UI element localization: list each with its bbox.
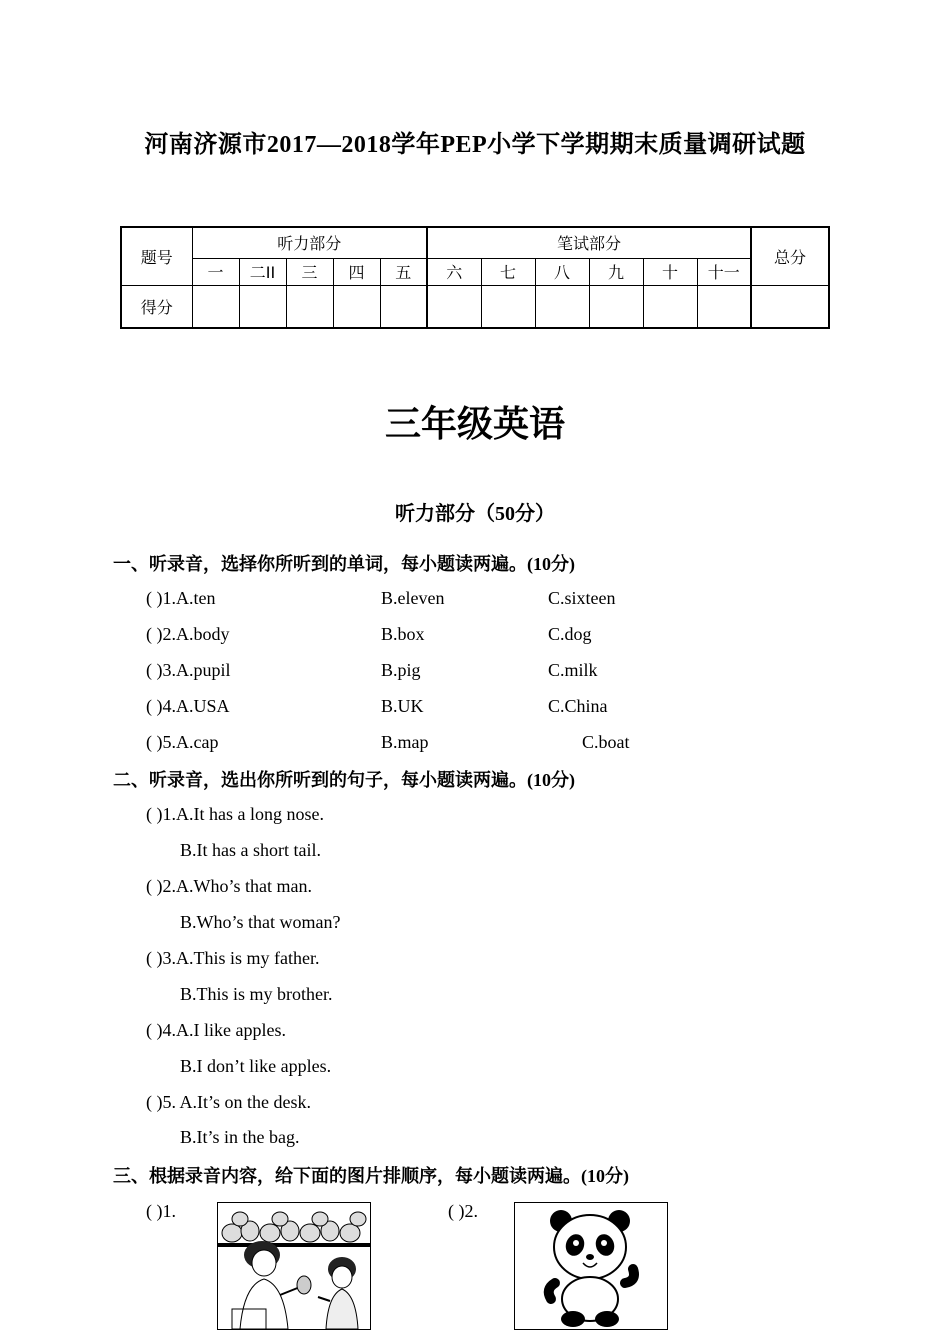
column-header: 十一: [697, 258, 751, 285]
column-header: 三: [286, 258, 333, 285]
listening-group-header: 听力部分: [192, 227, 427, 258]
panda-picture: [514, 1202, 668, 1330]
s2-q5-a: ( )5. A.It’s on the desk.: [146, 1092, 311, 1112]
grade-title: 三年级英语: [384, 404, 565, 445]
mother-girl-fruit-illustration: [218, 1203, 370, 1329]
shopping-picture: [217, 1202, 371, 1330]
score-cell[interactable]: [481, 285, 535, 328]
s1-q3-a: ( )3.A.pupil: [146, 660, 231, 680]
s2-q2-a: ( )2.A.Who’s that man.: [146, 876, 312, 896]
s1-q1-a: ( )1.A.ten: [146, 588, 216, 608]
s2-q4-b: B.I don’t like apples.: [180, 1056, 332, 1076]
score-cell[interactable]: [380, 285, 427, 328]
s1-q5-b: B.map: [381, 732, 429, 752]
column-header: 五: [380, 258, 427, 285]
total-header: 总分: [751, 227, 829, 285]
s1-q4-c: C.China: [548, 696, 608, 716]
column-header: 一: [192, 258, 239, 285]
s1-q2-c: C.dog: [548, 624, 592, 644]
column-header: 九: [589, 258, 643, 285]
score-cell[interactable]: [333, 285, 380, 328]
score-cell[interactable]: [192, 285, 239, 328]
score-table: [120, 226, 830, 329]
column-header: 四: [333, 258, 380, 285]
score-cell[interactable]: [286, 285, 333, 328]
s1-q4-b: B.UK: [381, 696, 424, 716]
section2-heading: 二、听录音，选出你所听到的句子，每小题读两遍。(10分): [113, 770, 575, 790]
s1-q5-c: C.boat: [582, 732, 630, 752]
s2-q2-b: B.Who’s that woman?: [180, 912, 341, 932]
s1-q3-b: B.pig: [381, 660, 421, 680]
s2-q3-b: B.This is my brother.: [180, 984, 333, 1004]
s1-q3-c: C.milk: [548, 660, 598, 680]
score-cell[interactable]: [427, 285, 481, 328]
panda-illustration: [515, 1203, 667, 1329]
s1-q1-b: B.eleven: [381, 588, 445, 608]
s2-q4-a: ( )4.A.I like apples.: [146, 1020, 286, 1040]
document-title: 河南济源市2017—2018学年PEP小学下学期期末质量调研试题: [144, 132, 806, 158]
s2-q3-a: ( )3.A.This is my father.: [146, 948, 320, 968]
total-score-cell[interactable]: [751, 285, 829, 328]
section1-heading: 一、听录音，选择你所听到的单词，每小题读两遍。(10分): [113, 554, 575, 574]
s1-q1-c: C.sixteen: [548, 588, 616, 608]
column-header: 十: [643, 258, 697, 285]
column-header: 七: [481, 258, 535, 285]
score-cell[interactable]: [535, 285, 589, 328]
s3-q1-label: ( )1.: [146, 1201, 176, 1221]
s2-q5-b: B.It’s in the bag.: [180, 1127, 300, 1147]
s3-q2-label: ( )2.: [448, 1201, 478, 1221]
column-header: 六: [427, 258, 481, 285]
s1-q2-b: B.box: [381, 624, 425, 644]
s2-q1-b: B.It has a short tail.: [180, 840, 321, 860]
score-cell[interactable]: [643, 285, 697, 328]
s1-q4-a: ( )4.A.USA: [146, 696, 230, 716]
column-header: 八: [535, 258, 589, 285]
written-group-header: 笔试部分: [427, 227, 751, 258]
score-cell[interactable]: [239, 285, 286, 328]
score-row-label: 得分: [121, 285, 192, 328]
part-title: 听力部分（50分）: [395, 503, 555, 525]
s1-q5-a: ( )5.A.cap: [146, 732, 219, 752]
s1-q2-a: ( )2.A.body: [146, 624, 230, 644]
column-header: 二II: [239, 258, 286, 285]
section3-heading: 三、根据录音内容，给下面的图片排顺序，每小题读两遍。(10分): [113, 1166, 629, 1186]
score-cell[interactable]: [697, 285, 751, 328]
s2-q1-a: ( )1.A.It has a long nose.: [146, 804, 324, 824]
score-cell[interactable]: [589, 285, 643, 328]
row-label-header: 题号: [121, 227, 192, 285]
